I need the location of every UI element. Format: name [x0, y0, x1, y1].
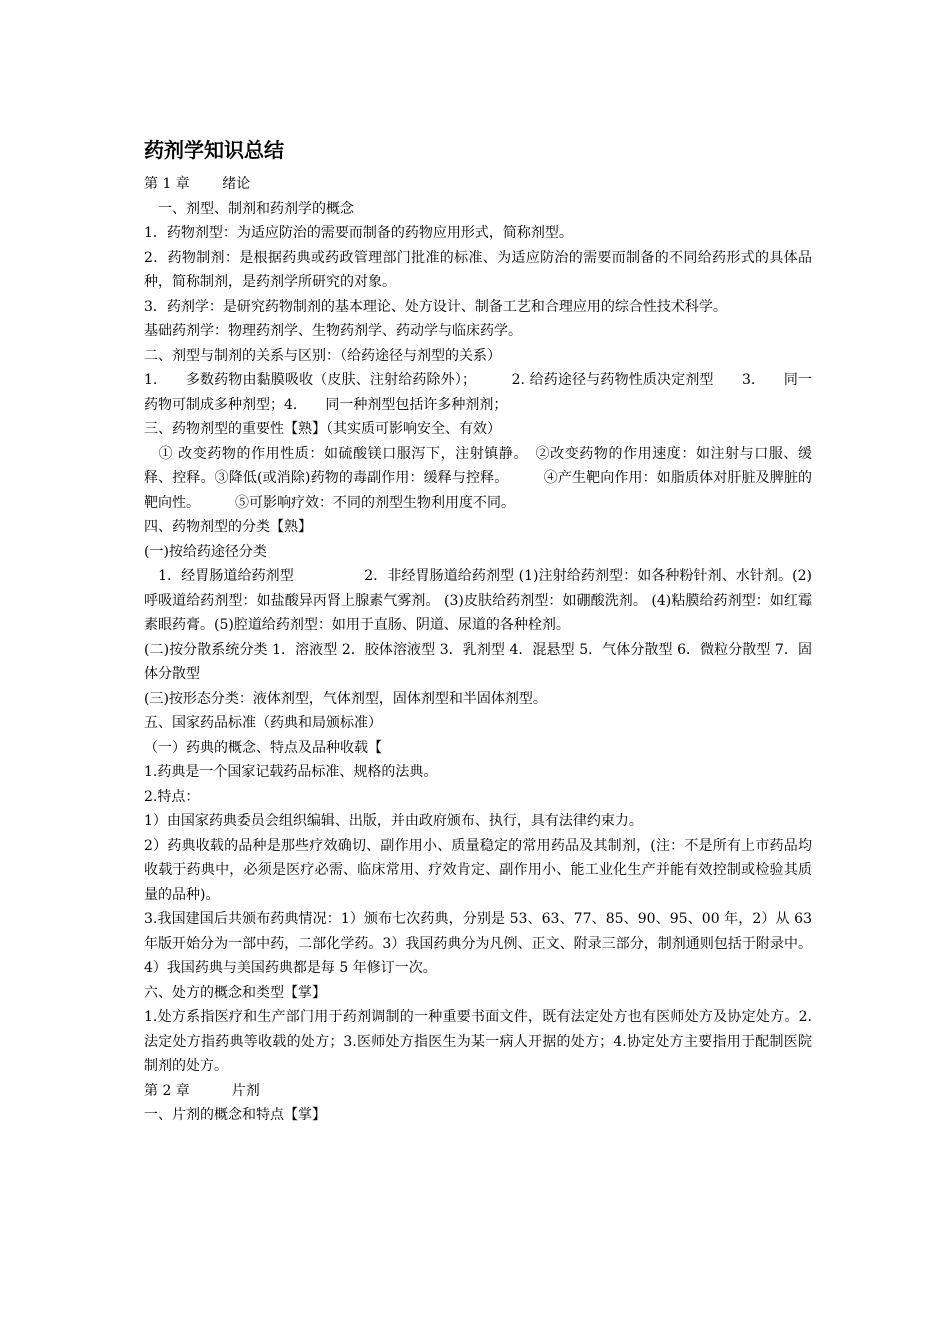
paragraph: 1. 多数药物由黏膜吸收（皮肤、注射给药除外）； 2. 给药途径与药物性质决定剂型 3. 同一药物可制成多种剂型；4. 同一种剂型包括许多种剂剂； [144, 372, 812, 413]
subsection-heading: (一)按给药途径分类 [144, 543, 267, 560]
subsection-heading: （一）药典的概念、特点及品种收载【 [144, 739, 382, 756]
section-heading: 二、剂型与制剂的关系与区别：（给药途径与剂型的关系） [144, 347, 501, 364]
paragraph: 3.我国建国后共颁布药典情况：1）颁布七次药典，分别是 53、63、77、85、90、95、00 年，2）从 63 年版开始分为一部中药，二部化学药。3）我国药典分为凡例、正文、附录三部分，制剂通则包括于附录中。4）我国药典与美国药典都是每 5 年修订一次。 [144, 911, 812, 976]
section-heading: 四、药物剂型的分类【熟】 [144, 519, 312, 535]
paragraph: 2）药典收载的品种是那些疗效确切、副作用小、质量稳定的常用药品及其制剂，(注：不是所有上市药品均收载于药典中，必须是医疗必需、临床常用、疗效肯定、副作用小、能工业化生产并能有效控制或检验其质量的品种)。 [144, 837, 812, 903]
paragraph: 1．经胃肠道给药剂型 2．非经胃肠道给药剂型 (1)注射给药剂型：如各种粉针剂、水针剂。(2)呼吸道给药剂型：如盐酸异丙肾上腺素气雾剂。 (3)皮肤给药剂型：如硼酸洗剂。 (4)粘膜给药剂型：如红霉素眼药膏。(5)腔道给药剂型：如用于直肠、阴道、尿道的各种栓剂。 [144, 568, 812, 633]
paragraph: (三)按形态分类：液体剂型，气体剂型，固体剂型和半固体剂型。 [144, 690, 547, 707]
paragraph: 1）由国家药典委员会组织编辑、出版，并由政府颁布、执行，具有法律约束力。 [144, 813, 643, 829]
section-heading: 六、处方的概念和类型【掌】 [144, 984, 326, 1001]
paragraph: 1.药典是一个国家记载药品标准、规格的法典。 [144, 764, 438, 780]
document-title: 药剂学知识总结 [144, 138, 284, 162]
document-body [144, 136, 812, 1128]
paragraph: 3．药剂学：是研究药物制剂的基本理论、处方设计、制备工艺和合理应用的综合性技术科学。 [144, 298, 727, 315]
paragraph: 基础药剂学：物理药剂学、生物药剂学、药动学与临床药学。 [144, 323, 522, 339]
paragraph: (二)按分散系统分类 1．溶液型 2．胶体溶液型 3．乳剂型 4．混悬型 5．气体分散型 6．微粒分散型 7．固体分散型 [144, 641, 812, 682]
paragraph: ① 改变药物的作用性质：如硫酸镁口服泻下，注射镇静。 ②改变药物的作用速度：如注射与口服、缓释、控释。③降低(或消除)药物的毒副作用：缓释与控释。 ④产生靶向作用：如脂质体对肝脏及脾脏的靶向性。 ⑤可影响疗效：不同的剂型生物利用度不同。 [144, 445, 812, 511]
section-heading: 五、国家药品标准（药典和局颁标准） [144, 715, 382, 731]
section-heading: 一、剂型、制剂和药剂学的概念 [144, 200, 354, 217]
chapter-2-heading: 第 2 章 片剂 [144, 1082, 260, 1099]
paragraph: 2.特点： [144, 788, 200, 805]
paragraph: 1.处方系指医疗和生产部门用于药剂调制的一种重要书面文件，既有法定处方也有医师处方及协定处方。2.法定处方指药典等收载的处方；3.医师处方指医生为某一病人开据的处方；4.协定处方主要指用于配制医院制剂的处方。 [144, 1009, 812, 1074]
paragraph: 2．药物制剂：是根据药典或药政管理部门批准的标准、为适应防治的需要而制备的不同给药形式的具体品种，简称制剂，是药剂学所研究的对象。 [144, 249, 812, 290]
chapter-1-heading: 第 1 章 绪论 [144, 176, 251, 192]
section-heading: 三、药物剂型的重要性【熟】（其实质可影响安全、有效） [144, 421, 501, 437]
section-heading: 一、片剂的概念和特点【掌】 [144, 1107, 326, 1123]
paragraph: 1．药物剂型：为适应防治的需要而制备的药物应用形式，简称剂型。 [144, 225, 573, 241]
